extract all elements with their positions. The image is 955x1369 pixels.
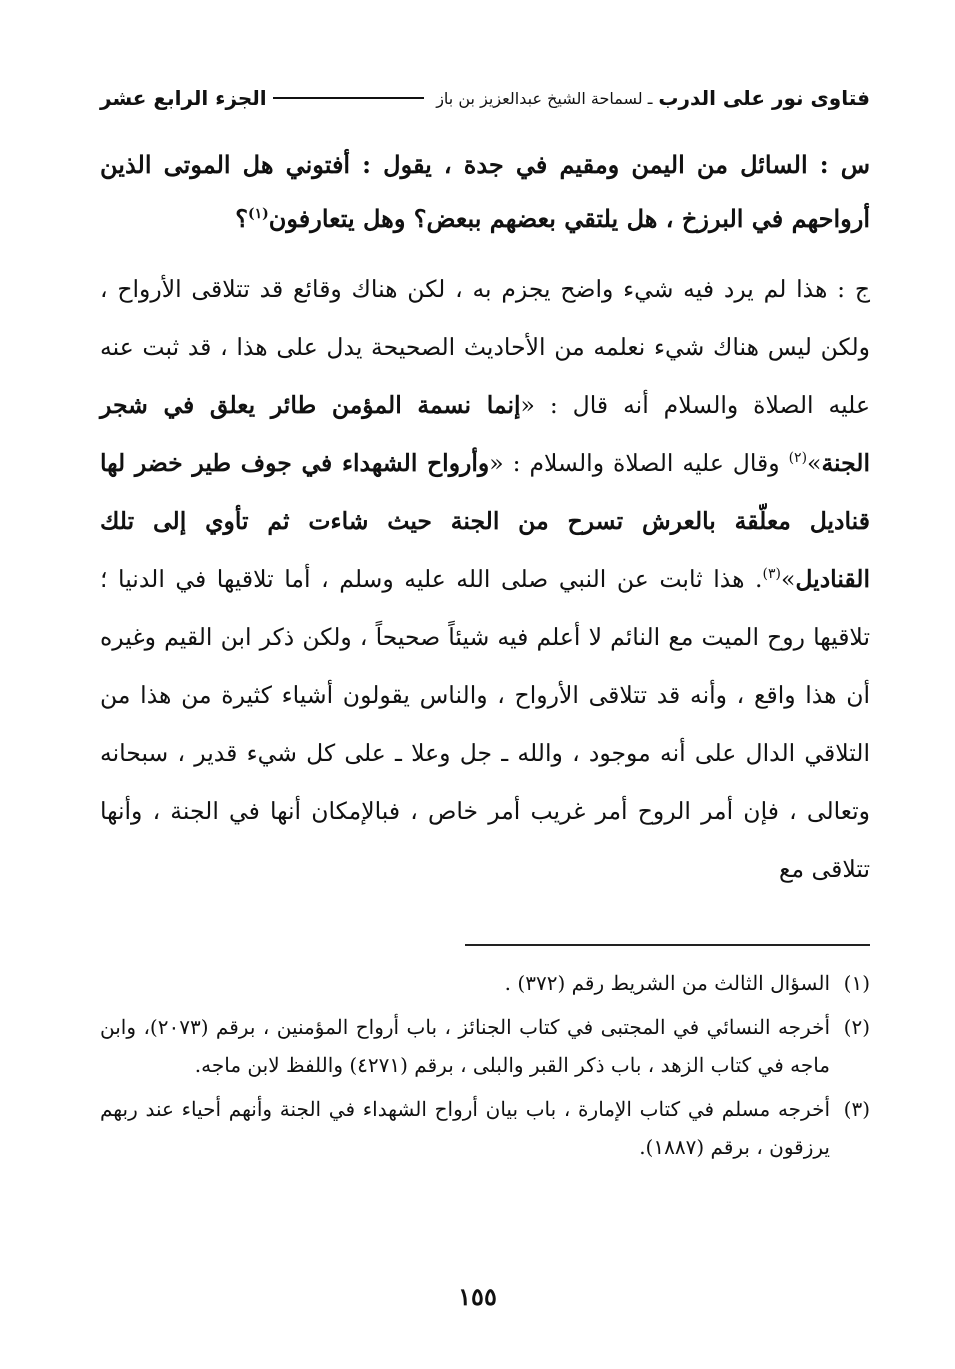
footnote-item (100, 964, 870, 1002)
footnote-number: (١) (843, 971, 870, 995)
footnote-ref-3: (٣) (762, 566, 781, 583)
answer-text-2: وقال عليه الصلاة والسلام : « (489, 449, 789, 477)
footnote-number: (٢) (843, 1015, 870, 1039)
footnote-item (100, 1008, 870, 1084)
page-number: ١٥٥ (458, 1282, 497, 1311)
footnote-ref-2: (٢) (788, 450, 808, 467)
quote-close-1: » (807, 449, 822, 477)
question-text: س : السائل من اليمن ومقيم في جدة ، يقول : أفتوني هل الموتى الذين أرواحهم في البرزخ ، هل يلتقي بعضهم ببعض؟ وهل يتعارفون (100, 150, 870, 233)
part-title: الجزء الرابع عشر (100, 86, 267, 110)
question-paragraph (100, 138, 870, 246)
hadith-quote-1: إنما نسمة المؤمن طائر يعلق في شجر الجنة (100, 391, 870, 477)
footnotes (100, 964, 870, 1172)
footnote-number: (٣) (843, 1097, 870, 1121)
book-title: فتاوى نور على الدرب (658, 86, 870, 110)
footnote-text: أخرجه النسائي في المجتبى في كتاب الجنائز ، باب أرواح المؤمنين ، برقم (٢٠٧٣)، وابن ماجه في كتاب الزهد ، باب ذكر القبر والبلى ، برقم (٤٢٧١) واللفظ لابن ماجه. (100, 1015, 830, 1077)
quote-close-2: » (780, 565, 796, 593)
footnote-separator (465, 944, 870, 946)
footnote-text: أخرجه مسلم في كتاب الإمارة ، باب بيان أرواح الشهداء في الجنة وأنهم أحياء عند ربهم يرزقون ، برقم (١٨٨٧). (100, 1097, 830, 1159)
question-mark: ؟ (235, 204, 248, 233)
main-text (100, 138, 870, 898)
header-rule (273, 97, 425, 99)
hadith-quote-2: وأرواح الشهداء في جوف طير خضر لها قناديل معلّقة بالعرش تسرح من الجنة حيث شاءت ثم تأوي إلى تلك القناديل (100, 449, 870, 593)
author-name: ـ لسماحة الشيخ عبدالعزيز بن باز (436, 88, 653, 108)
footnote-ref-1: (١) (247, 206, 269, 222)
running-header (100, 80, 870, 116)
answer-text-1: ج : هذا لم يرد فيه شيء واضح يجزم به ، لكن هناك وقائع قد تتلاقى الأرواح ، ولكن ليس هناك شيء نعلمه من الأحاديث الصحيحة يدل على هذا ، قد ثبت عنه عليه الصلاة والسلام أنه قال : « (100, 275, 870, 419)
answer-text-3: . هذا ثابت عن النبي صلى الله عليه وسلم ، أما تلاقيها في الدنيا ؛ تلاقيها روح الميت مع النائم لا أعلم فيه شيئاً صحيحاً ، ولكن ذكر ابن القيم وغيره أن هذا واقع ، وأنه قد تتلاقى الأرواح ، والناس يقولون أشياء كثيرة من هذا من التلاقي الدال على أنه موجود ، والله ـ جل وعلا ـ على كل شيء قدير ، سبحانه وتعالى ، فإن أمر الروح أمر غريب أمر خاص ، فبالإمكان أنها في الجنة ، وأنها تتلاقى مع (100, 565, 870, 883)
footnote-text: السؤال الثالث من الشريط رقم (٣٧٢) . (504, 971, 830, 995)
answer-paragraph (100, 260, 870, 898)
footnote-item (100, 1090, 870, 1166)
